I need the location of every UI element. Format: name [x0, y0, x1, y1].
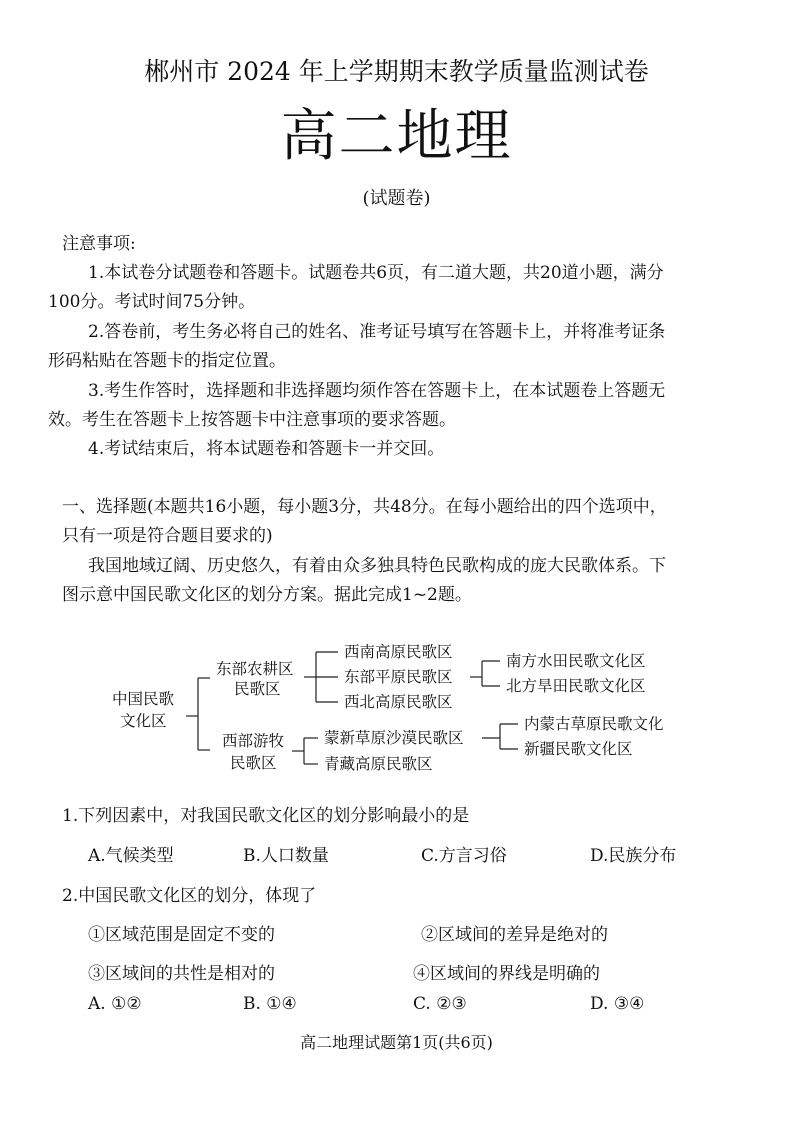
diagram-root-line-1: 中国民歌 — [112, 690, 175, 708]
note-2-line-2: 形码粘贴在答题卡的指定位置。 — [48, 351, 286, 371]
q1-option-c: C.方言习俗 — [421, 846, 507, 866]
diagram-svg — [108, 634, 683, 780]
diagram-plain-sub-2: 北方旱田民歌文化区 — [506, 677, 646, 695]
diagram-east-line-2: 民歌区 — [234, 680, 281, 698]
q1-stem: 1.下列因素中，对我国民歌文化区的划分影响最小的是 — [62, 806, 470, 826]
exam-header-line: 郴州市 2024 年上学期期末教学质量监测试卷 — [144, 57, 649, 86]
section-1-intro-line-1: 我国地域辽阔、历史悠久，有着由众多独具特色民歌构成的庞大民歌体系。下 — [88, 556, 666, 576]
diagram-steppe-sub-2: 新疆民歌文化区 — [524, 740, 633, 758]
folk-song-region-diagram — [108, 634, 683, 780]
diagram-west-line-1: 西部游牧 — [222, 732, 285, 750]
diagram-steppe-sub-1: 内蒙古草原民歌文化 — [524, 715, 664, 733]
section-1-heading-line-2: 只有一项是符合题目要求的) — [62, 526, 273, 546]
q2-statement-4: ④区域间的界线是明确的 — [413, 964, 600, 984]
diagram-root-line-2: 文化区 — [120, 712, 167, 730]
q2-option-d: D. ③④ — [590, 994, 645, 1014]
notes-heading: 注意事项: — [62, 234, 136, 254]
diagram-west-line-2: 民歌区 — [230, 754, 277, 772]
diagram-east-line-1: 东部农耕区 — [216, 660, 294, 678]
page-title: 高二地理 — [280, 104, 513, 169]
diagram-west-sub-2: 青藏高原民歌区 — [324, 755, 433, 773]
q2-option-b: B. ①④ — [243, 994, 297, 1014]
q2-option-c: C. ②③ — [413, 994, 467, 1014]
q1-option-d: D.民族分布 — [590, 846, 677, 866]
page-subtitle: (试题卷) — [362, 188, 431, 209]
q2-statement-3: ③区域间的共性是相对的 — [88, 964, 275, 984]
diagram-west-sub-1: 蒙新草原沙漠民歌区 — [324, 729, 464, 747]
section-1-intro-line-2: 图示意中国民歌文化区的划分方案。据此完成1~2题。 — [62, 585, 472, 605]
q2-stem: 2.中国民歌文化区的划分，体现了 — [62, 886, 317, 906]
page-footer: 高二地理试题第1页(共6页) — [300, 1033, 493, 1052]
note-1-line-1: 1.本试卷分试题卷和答题卡。试题卷共6页，有二道大题，共20道小题，满分 — [88, 263, 664, 283]
section-1-heading-line-1: 一、选择题(本题共16小题，每小题3分，共48分。在每小题给出的四个选项中， — [62, 497, 667, 517]
q2-option-a: A. ①② — [88, 994, 142, 1014]
note-3-line-2: 效。考生在答题卡上按答题卡中注意事项的要求答题。 — [48, 410, 456, 430]
note-4: 4.考试结束后，将本试题卷和答题卡一并交回。 — [88, 439, 445, 459]
note-1-line-2: 100分。考试时间75分钟。 — [48, 292, 256, 312]
diagram-east-sub-3: 西北高原民歌区 — [344, 693, 453, 711]
q1-option-b: B.人口数量 — [243, 846, 329, 866]
diagram-east-sub-1: 西南高原民歌区 — [344, 643, 453, 661]
q2-statement-1: ①区域范围是固定不变的 — [88, 925, 275, 945]
note-3-line-1: 3.考生作答时，选择题和非选择题均须作答在答题卡上，在本试题卷上答题无 — [88, 381, 666, 401]
diagram-east-sub-2: 东部平原民歌区 — [344, 668, 453, 686]
note-2-line-1: 2.答卷前，考生务必将自己的姓名、准考证号填写在答题卡上，并将准考证条 — [88, 322, 666, 342]
q2-statement-2: ②区域间的差异是绝对的 — [421, 925, 608, 945]
q1-option-a: A.气候类型 — [88, 846, 174, 866]
diagram-plain-sub-1: 南方水田民歌文化区 — [506, 652, 646, 670]
